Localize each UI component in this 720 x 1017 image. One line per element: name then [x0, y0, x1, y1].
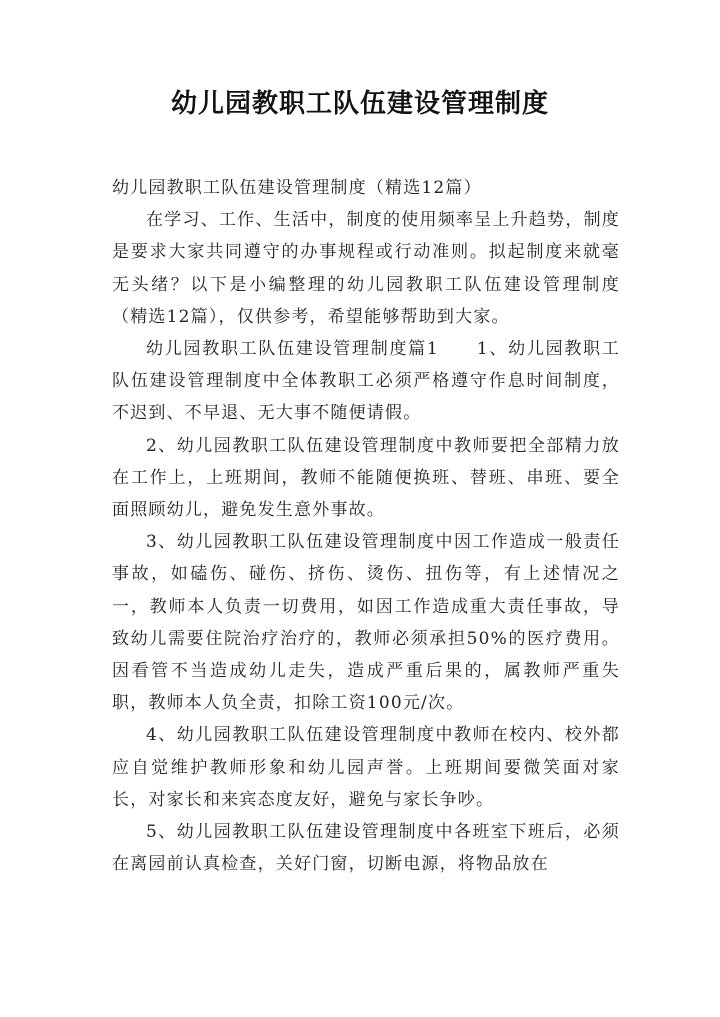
paragraph-item-2: 2、幼儿园教职工队伍建设管理制度中教师要把全部精力放在工作上，上班期间，教师不能随便换班、替班、串班、要全面照顾幼儿，避免发生意外事故。 [112, 435, 620, 521]
document-subtitle: 幼儿园教职工队伍建设管理制度（精选12篇） [112, 178, 482, 198]
paragraph-item-4: 4、幼儿园教职工队伍建设管理制度中教师在校内、校外都应自觉维护教师形象和幼儿园声誉。上班期间要微笑面对家长，对家长和来宾态度友好，避免与家长争吵。 [112, 725, 620, 810]
paragraph-item-5: 5、幼儿园教职工队伍建设管理制度中各班室下班后，必须在离园前认真检查，关好门窗，切断电源，将物品放在 [112, 822, 620, 875]
document-title: 幼儿园教职工队伍建设管理制度 [170, 89, 549, 119]
paragraph-item-3: 3、幼儿园教职工队伍建设管理制度中因工作造成一般责任事故，如磕伤、碰伤、挤伤、烫伤、扭伤等，有上述情况之一，教师本人负责一切费用，如因工作造成重大责任事故，导致幼儿需要住院治疗治疗的，教师必须承担50%的医疗费用。因看管不当造成幼儿走失，造成严重后果的，属教师严重失职，教师本人负全责，扣除工资100元/次。 [112, 532, 620, 714]
paragraph-intro: 在学习、工作、生活中，制度的使用频率呈上升趋势，制度是要求大家共同遵守的办事规程或行动准则。拟起制度来就毫无头绪？以下是小编整理的幼儿园教职工队伍建设管理制度（精选12篇），仅供参考，希望能够帮助到大家。 [112, 210, 620, 327]
document-body [112, 172, 620, 880]
paragraph-item-1: 幼儿园教职工队伍建设管理制度篇1 1、幼儿园教职工队伍建设管理制度中全体教职工必须严格遵守作息时间制度，不迟到、不早退、无大事不随便请假。 [112, 339, 620, 424]
